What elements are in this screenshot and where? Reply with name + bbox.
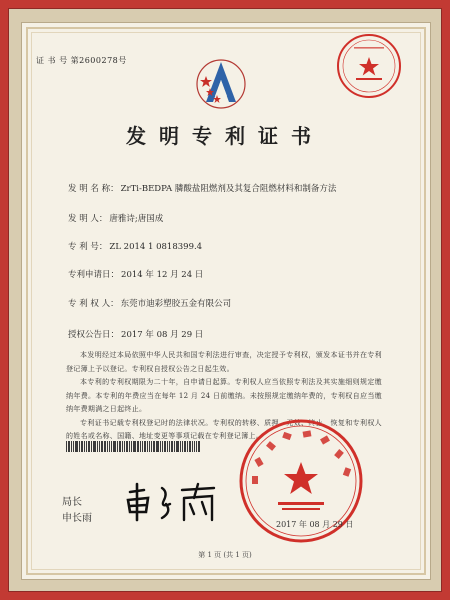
field-value: 2017 年 08 月 29 日	[121, 330, 204, 340]
barcode-bar	[169, 441, 170, 452]
seal-date: 2017 年 08 月 29 日	[276, 520, 354, 529]
barcode-bar	[66, 441, 67, 452]
certificate-title: 发明专利证书	[126, 124, 324, 148]
barcode-bar	[129, 441, 130, 452]
field-patent-number: 专 利 号： ZL 2014 1 0818399.4	[68, 242, 203, 252]
barcode-bar	[119, 441, 121, 452]
barcode-bar	[162, 441, 163, 452]
barcode-bar	[88, 441, 90, 452]
barcode-bar	[137, 441, 139, 452]
barcode-bar	[184, 441, 186, 452]
barcode-bar	[117, 441, 118, 452]
barcode-bar	[156, 441, 159, 452]
field-filing-date: 专利申请日： 2014 年 12 月 24 日	[68, 270, 204, 280]
field-label: 授权公告日	[68, 330, 111, 340]
barcode-bar	[160, 441, 161, 452]
body-paragraph: 专利证书记载专利权登记时的法律状况。专利权的转移、质押、无效、终止、恢复和专利权人的姓名或名称、国籍、地址变更等事项记载在专利登记簿上。	[66, 418, 382, 440]
barcode-bar	[182, 441, 183, 452]
barcode-bar	[97, 441, 98, 452]
certificate-number: 证 书 号 第2600278号	[36, 56, 127, 65]
barcode-bar	[86, 441, 87, 452]
barcode-bar	[144, 441, 146, 452]
field-label: 发 明 名 称	[68, 184, 111, 194]
barcode-bar	[180, 441, 181, 452]
barcode-bar	[133, 441, 136, 452]
barcode-bar	[79, 441, 80, 452]
barcode-bar	[151, 441, 152, 452]
barcode-bar	[75, 441, 78, 452]
barcode-bar	[111, 441, 112, 452]
barcode-bar	[198, 441, 200, 452]
barcode-bar	[196, 441, 197, 452]
field-grant-date: 授权公告日： 2017 年 08 月 29 日	[68, 330, 204, 340]
handwritten-signature-icon	[122, 478, 222, 528]
barcode-bar	[93, 441, 96, 452]
barcode-bar	[187, 441, 188, 452]
barcode-bar	[189, 441, 191, 452]
barcode-bar	[124, 441, 125, 452]
field-value: ZL 2014 1 0818399.4	[109, 242, 203, 252]
barcode-bar	[131, 441, 132, 452]
barcode-bar	[171, 441, 173, 452]
barcode-bar	[122, 441, 123, 452]
barcode-bar	[91, 441, 92, 452]
signatory-title: 局长	[62, 497, 82, 508]
barcode-bar	[99, 441, 100, 452]
barcode-bar	[174, 441, 175, 452]
field-label: 专 利 权 人	[68, 299, 111, 309]
field-label: 专 利 号	[68, 242, 99, 252]
barcode	[66, 441, 266, 452]
barcode-bar	[81, 441, 83, 452]
field-label: 专利申请日	[68, 270, 111, 280]
barcode-bar	[149, 441, 150, 452]
page-number: 第 1 页 (共 1 页)	[198, 551, 252, 559]
barcode-bar	[126, 441, 128, 452]
barcode-bar	[107, 441, 108, 452]
barcode-bar	[113, 441, 116, 452]
barcode-bar	[84, 441, 85, 452]
barcode-bar	[104, 441, 106, 452]
barcode-bar	[194, 441, 195, 452]
barcode-bar	[109, 441, 110, 452]
field-value: ZrTi-BEDPA 膦酸盐阻燃剂及其复合阻燃材料和制备方法	[120, 184, 337, 194]
field-value: 唐雅诗;唐国成	[109, 214, 164, 224]
body-paragraph: 本发明经过本局依照中华人民共和国专利法进行审查，决定授予专利权，颁发本证书并在专利登记簿上予以登记。专利权自授权公告之日起生效。	[66, 351, 382, 373]
barcode-bar	[192, 441, 193, 452]
barcode-bar	[68, 441, 70, 452]
barcode-bar	[140, 441, 141, 452]
barcode-bar	[73, 441, 74, 452]
field-value: 2014 年 12 月 24 日	[121, 270, 204, 280]
barcode-bar	[142, 441, 143, 452]
field-value: 东莞市迪彩塑胶五金有限公司	[120, 299, 232, 309]
field-inventor: 发 明 人： 唐雅诗;唐国成	[68, 214, 164, 224]
agency-stamp-icon	[336, 33, 402, 99]
barcode-bar	[153, 441, 155, 452]
field-invention-name: 发 明 名 称： ZrTi-BEDPA 膦酸盐阻燃剂及其复合阻燃材料和制备方法	[68, 184, 337, 194]
barcode-bar	[147, 441, 148, 452]
field-owner: 专 利 权 人： 东莞市迪彩塑胶五金有限公司	[68, 299, 232, 309]
barcode-bar	[101, 441, 103, 452]
barcode-bar	[176, 441, 179, 452]
signatory-name: 申长雨	[62, 513, 92, 524]
barcode-bar	[167, 441, 168, 452]
patent-office-logo-icon	[196, 58, 246, 110]
barcode-bar	[164, 441, 166, 452]
field-label: 发 明 人	[68, 214, 99, 224]
body-paragraph: 本专利的专利权期限为二十年，自申请日起算。专利权人应当依照专利法及其实施细则规定缴纳年费。本专利的年费应当在每年 12 月 24 日前缴纳。未按照规定缴纳年费的，专利权自应当缴纳年费期满之日起终止。	[66, 378, 382, 413]
barcode-bar	[71, 441, 72, 452]
